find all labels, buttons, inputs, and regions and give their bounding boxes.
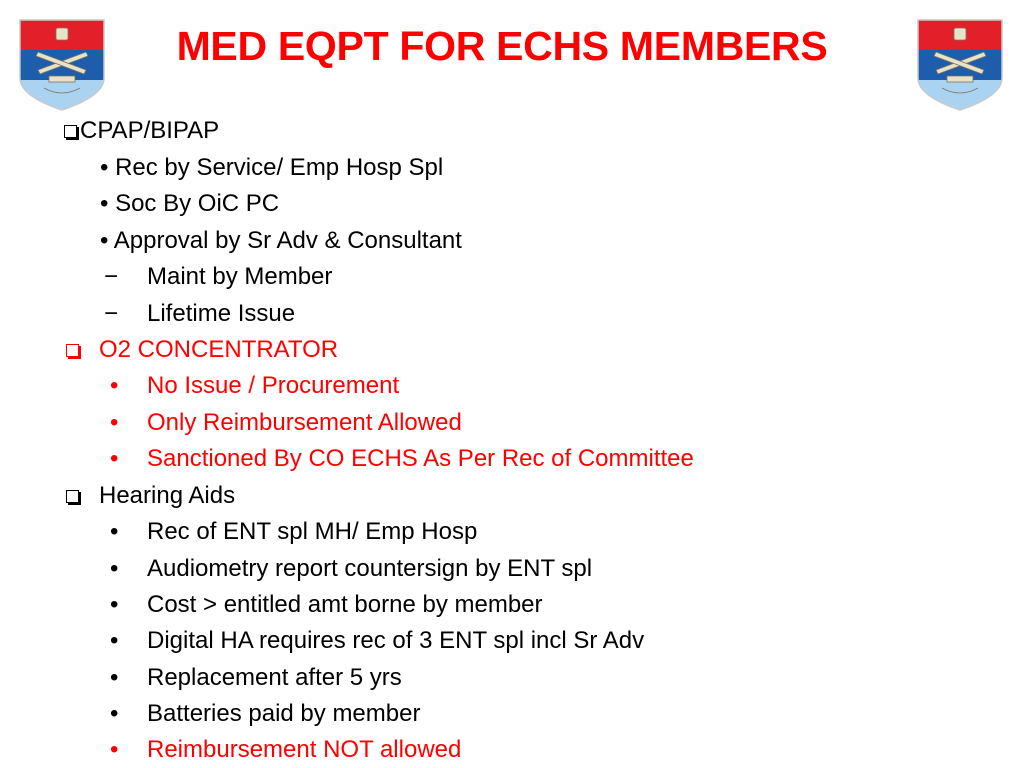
sub-list-item: − Maint by Member (104, 263, 333, 290)
list-item: • Rec by Service/ Emp Hosp Spl (100, 154, 444, 181)
dash-bullet-icon: − (104, 300, 119, 327)
list-item: • Approval by Sr Adv & Consultant (100, 227, 462, 254)
list-item: • Digital HA requires rec of 3 ENT spl incl Sr Adv (110, 627, 645, 654)
checkbox-bullet-icon (64, 125, 77, 138)
list-item: • No Issue / Procurement (110, 372, 400, 399)
list-item: • Batteries paid by member (110, 700, 421, 727)
list-item: • Rec of ENT spl MH/ Emp Hosp (110, 518, 478, 545)
dash-bullet-icon: − (104, 263, 119, 290)
list-item: • Reimbursement NOT allowed (110, 736, 462, 763)
section-heading-cpap: CPAP/BIPAP (64, 116, 219, 146)
section-heading-hearing-aids: Hearing Aids (66, 481, 235, 511)
sub-list-item: − Lifetime Issue (104, 300, 296, 327)
list-item: • Soc By OiC PC (100, 190, 280, 217)
checkbox-bullet-icon (66, 490, 79, 503)
list-item: • Replacement after 5 yrs (110, 664, 402, 691)
list-item: • Audiometry report countersign by ENT spl (110, 555, 593, 582)
list-item: • Sanctioned By CO ECHS As Per Rec of Committee (110, 445, 694, 472)
section-heading-o2: O2 CONCENTRATOR (66, 335, 338, 365)
checkbox-bullet-icon (66, 344, 79, 357)
page-title: MED EQPT FOR ECHS MEMBERS (176, 23, 828, 69)
list-item: • Cost > entitled amt borne by member (110, 591, 543, 618)
list-item: • Only Reimbursement Allowed (110, 409, 462, 436)
